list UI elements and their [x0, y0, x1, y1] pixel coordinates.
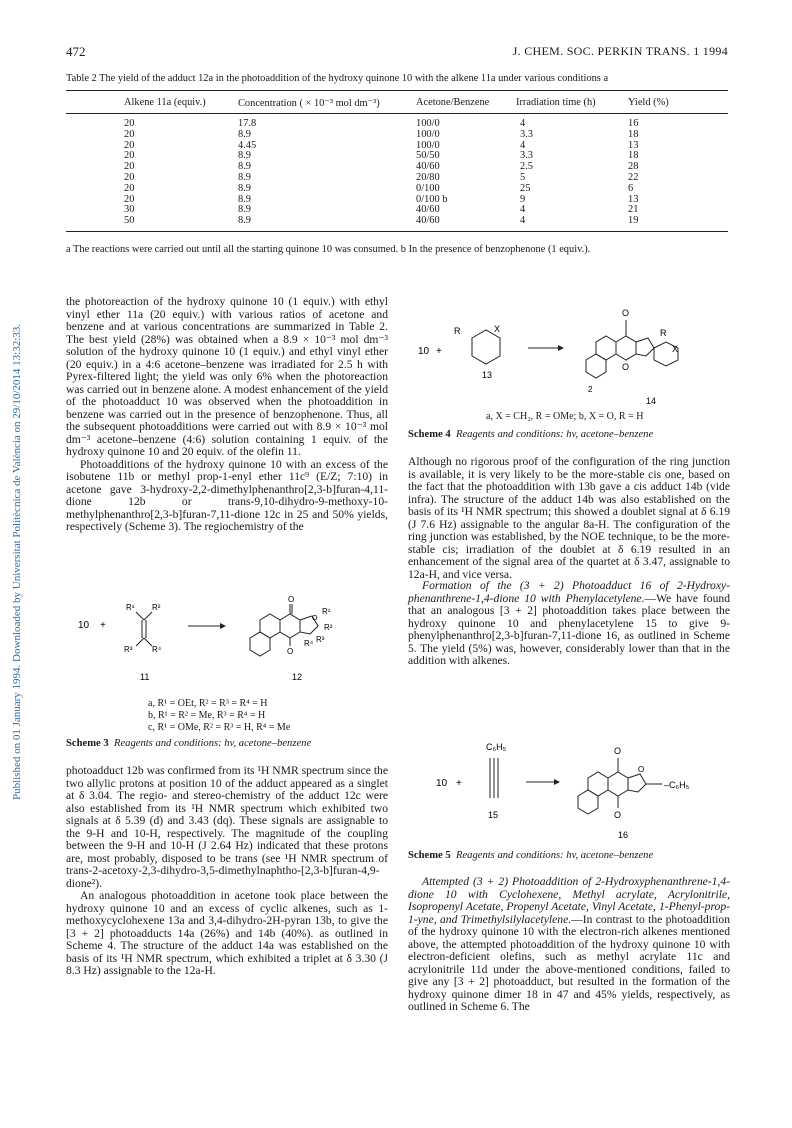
table-cell: 20 [124, 128, 135, 140]
svg-text:R³: R³ [316, 635, 325, 644]
scheme-label: Scheme 4 [408, 429, 451, 440]
scheme-3-structures [78, 580, 378, 700]
table-cell: 40/60 [416, 204, 440, 216]
svg-text:O: O [312, 615, 318, 622]
table-cell: 20 [124, 171, 135, 183]
scheme-conditions: Reagents and conditions: hv, acetone–benzene [455, 429, 654, 440]
scheme-label: Scheme 3 [66, 738, 109, 749]
left-column-top [66, 296, 388, 534]
scheme-5-caption [408, 850, 653, 861]
scheme-conditions: Reagents and conditions: hv, acetone–benzene [455, 850, 654, 861]
plus-sign: + [436, 346, 442, 357]
scheme-5-structures [430, 736, 730, 846]
table-cell: 50/50 [416, 150, 440, 162]
table-cell: 19 [628, 215, 639, 227]
scheme-5-diagram [430, 736, 730, 846]
alkene-structure [136, 612, 152, 646]
product-label: 12 [292, 672, 303, 682]
table-caption: Table 2 The yield of the adduct 12a in the photoaddition of the hydroxy quinone 10 with the alkene 11a under various conditions a [66, 73, 609, 84]
svg-text:O: O [614, 746, 622, 756]
reactant-label: 10 [78, 620, 90, 631]
table-cell: 13 [628, 139, 639, 151]
paragraph: Photoadditions of the hydroxy quinone 10 with an excess of the isobutene 11b or methyl prop-1-enyl ether 11c⁹ (E/Z; 7:10) in acetone gave 3-hydroxy-2,2-dimethylphenanthro[2,3-b]furan-4,11-dione 12b or trans-9,10-dihydro-9-methoxy-10-methylphenanthro[2,3-b]furan-7,11-dione 12c in 25 and 50% yields, respectively (Scheme 3). The regiochemistry of the [66, 457, 388, 533]
table-cell: 20 [124, 182, 135, 194]
product-structure [578, 758, 662, 814]
table-footnote: a The reactions were carried out until all the starting quinone 10 was consumed. b In the presence of benzophenone (1 equiv.). [66, 244, 591, 255]
table-cell: 3.3 [520, 150, 533, 162]
table-col-time [520, 119, 533, 227]
table-cell: 8.9 [238, 182, 251, 194]
reactant-label: 10 [418, 346, 430, 357]
svg-text:R²: R² [324, 623, 333, 632]
table-cell: 8.9 [238, 150, 251, 162]
table-cell: 8.9 [238, 161, 251, 173]
section-heading: Attempted (3 + 2) Photoaddition of 2-Hydroxyphenanthrene-1,4-dione 10 with Cyclohexene, Methyl acrylate, Acrylonitrile, Isopropenyl Acetate, Propenyl Acetate, Vinyl Acetate, 1-Phenyl-prop-1-yne, and Trimethylsilylacetylene. [408, 875, 730, 926]
table-cell: 20 [124, 139, 135, 151]
table-cell: 50 [124, 215, 135, 227]
table-header-rule [66, 113, 728, 114]
scheme-3-variant-b: b, R¹ = R² = Me, R³ = R⁴ = H [148, 710, 266, 721]
scheme-conditions: Reagents and conditions: hv, acetone–benzene [113, 738, 312, 749]
table-cell: 13 [628, 193, 639, 205]
scheme-3-variant-c: c, R¹ = OMe, R² = R³ = H, R⁴ = Me [148, 722, 291, 733]
table-cell: 5 [520, 171, 526, 183]
table-cell: 0/100 b [416, 193, 448, 205]
table-col-ratio [416, 119, 447, 227]
col-header-alkene: Alkene 11a (equiv.) [124, 97, 206, 108]
svg-text:–C₆H₅: –C₆H₅ [664, 780, 690, 790]
right-column-top [408, 456, 730, 581]
table-cell: 8.9 [238, 204, 251, 216]
table-bottom-rule [66, 231, 728, 232]
scheme-3-caption [66, 738, 311, 749]
table-cell: 16 [628, 118, 639, 129]
table-cell: 20/80 [416, 171, 440, 183]
svg-text:O: O [622, 362, 630, 372]
table-cell: 18 [628, 150, 639, 162]
paragraph [408, 876, 730, 1014]
alkyne-structure [490, 758, 498, 798]
svg-text:2: 2 [588, 385, 593, 394]
paragraph-body: —In contrast to the photoaddition of the hydroxy quinone 10 with the electron-rich alkenes mentioned above, the attempted photoaddition of the hydroxy quinone 10 with electron-deficient olefins, such as methyl acrylate 11c and acrylonitrile 11d under the above-mentioned conditions, failed to give any [3 + 2] photoadduct, but resulted in the formation of the hydroxy quinone dimer 18 in 47 and 45% yields, respectively, as outlined in Scheme 6. The [408, 912, 731, 1013]
paragraph: Although no rigorous proof of the configuration of the ring junction is available, it is very likely to be the more-stable cis one, based on the fact that the photoaddition with 13b gave a cis adduct 14b (vide infra). The structure of the adduct 14b was also established on the basis of its ¹H NMR spectrum; this showed a doublet signal at δ 6.19 (J 7.6 Hz) assignable to the angular 8a-H. The configuration of the ring junction was established, by the NOE technique, to be the more-stable cis; irradiation of the doublet at δ 6.19 resulted in an enhancement of the signal area of the quartet at δ 3.47, assignable to 12a-H, and vice versa. [408, 455, 730, 581]
plus-sign: + [100, 620, 106, 631]
table-cell: 4 [520, 139, 526, 151]
table-col-concentration [238, 119, 256, 227]
table-cell: 2.5 [520, 161, 533, 173]
table-col-alkene [124, 119, 134, 227]
table-cell: 4 [520, 118, 526, 129]
col-header-ratio: Acetone/Benzene [416, 97, 490, 108]
table-cell: 100/0 [416, 128, 440, 140]
table-cell: 20 [124, 118, 135, 129]
reactant-label: 10 [436, 778, 448, 789]
alkyne-label: 15 [488, 810, 499, 820]
paragraph [408, 580, 730, 668]
svg-text:X: X [494, 324, 501, 334]
plus-sign: + [456, 778, 462, 789]
table-cell: 4.45 [238, 139, 257, 151]
svg-text:R¹: R¹ [126, 603, 135, 612]
table-cell: 20 [124, 193, 135, 205]
scheme-3-variant-a: a, R¹ = OEt, R² = R³ = R⁴ = H [148, 698, 268, 709]
product-label: 14 [646, 396, 657, 406]
scheme-4-structures [410, 296, 730, 416]
left-column-bottom [66, 765, 388, 978]
scheme-4-caption [408, 429, 653, 440]
svg-text:R⁴: R⁴ [152, 645, 162, 654]
paragraph: An analogous photoaddition in acetone took place between the hydroxy quinone 10 and an excess of cyclic alkenes, such as 1-methoxycyclohexene 13a and 3,4-dihydro-2H-pyran 13b, to give the [3 + 2] photoadducts 14a (26%) and 14b (40%). as outlined in Scheme 4. The structure of the adduct 14a was established on the basis of its ¹H NMR spectrum, which exhibited a triplet at δ 3.30 (J 8.3 Hz) assignable to the 12a-H. [66, 889, 388, 977]
phenyl-substituent: C₆H₅ [486, 742, 507, 752]
table-cell: 4 [520, 204, 526, 216]
alkene-label: 13 [482, 370, 493, 380]
table-cell: 40/60 [416, 215, 440, 227]
journal-header: J. CHEM. SOC. PERKIN TRANS. 1 1994 [512, 44, 728, 58]
svg-text:R¹: R¹ [322, 607, 331, 616]
scheme-4-diagram [410, 296, 730, 416]
svg-text:R³: R³ [124, 645, 133, 654]
product-label: 16 [618, 830, 629, 840]
table-col-yield [628, 119, 638, 227]
svg-text:O: O [614, 810, 622, 820]
table-top-rule [66, 90, 728, 91]
product-structure [250, 604, 318, 656]
table-cell: 18 [628, 128, 639, 140]
svg-text:R: R [660, 328, 667, 338]
svg-text:O: O [622, 308, 630, 318]
table-cell: 4 [520, 215, 526, 227]
table-cell: 100/0 [416, 139, 440, 151]
scheme-4-variants: a, X = CH₂, R = OMe; b, X = O, R = H [486, 411, 644, 422]
col-header-time: Irradiation time (h) [516, 97, 596, 108]
table-cell: 25 [520, 182, 531, 194]
right-column-bottom [408, 876, 730, 1014]
download-notice[interactable]: Published on 01 January 1994. Downloaded by Universitat Politècnica de València on 29/10/2014 13:32:33. [11, 323, 23, 801]
table-cell: 8.9 [238, 193, 251, 205]
alkene-label: 11 [140, 672, 150, 682]
paragraph: the photoreaction of the hydroxy quinone 10 (1 equiv.) with ethyl vinyl ether 11a (20 equiv.) with various ratios of acetone and benzene and at various concentrations are summarized in Table 2. The best yield (28%) was obtained when a 8.9 × 10⁻³ mol dm⁻³ solution of the hydroxy quinone 10 (1 equiv.) and ethyl vinyl ether (20 equiv.) in a 4:6 acetone–benzene was irradiated for 2.5 h with Pyrex-filtered light; the yield was only 6% when the photoreaction was carried out in benzene alone. A modest enhancement of the yield of the photoadduct 10 was observed when the photoaddition in benzene was carried out in the presence of benzophenone. Thus, all the subsequent photoadditions were carried out with 8.9 × 10⁻³ mol dm⁻³ acetone–benzene (4:6) solution containing 1 equiv. of the hydroxy quinone 10 and 20 equiv. of the olefin 11. [66, 295, 388, 458]
table-cell: 21 [628, 204, 639, 216]
table-cell: 9 [520, 193, 526, 205]
cyclic-alkene-structure [472, 330, 500, 364]
section-heading: Formation of the (3 + 2) Photoadduct 16 of 2-Hydroxy-phenanthrene-1,4-dione 10 with Phenylacetylene. [408, 579, 730, 605]
right-column-middle [408, 580, 730, 668]
table-cell: 100/0 [416, 118, 440, 129]
svg-text:O: O [638, 765, 645, 774]
paragraph: photoadduct 12b was confirmed from its ¹H NMR spectrum since the two allylic protons at position 10 of the adduct appeared as a singlet at δ 3.04. The regio- and stereo-chemistry of the adduct 12c were also established from its ¹H NMR spectrum which exhibited two signals at δ 5.39 (d) and 3.43 (dq). These signals are assignable to the 9-H and 10-H, respectively. The magnitude of the coupling between the 9-H and 10-H (J 2.64 Hz) indicated that these protons are, most probably, disposed to be trans (see ¹H NMR spectrum of trans-2-acetoxy-2,3-dihydro-3,5-dimethylnaphtho-[2,3-b]furan-4,9-dione²). [66, 764, 388, 890]
col-header-concentration: Concentration ( × 10⁻³ mol dm⁻³) [238, 98, 380, 109]
table-cell: 28 [628, 161, 639, 173]
table-cell: 8.9 [238, 171, 251, 183]
svg-text:R: R [454, 326, 461, 336]
table-cell: 40/60 [416, 161, 440, 173]
svg-text:R²: R² [152, 603, 161, 612]
table-cell: 8.9 [238, 215, 251, 227]
table-cell: 17.8 [238, 118, 257, 129]
table-cell: 3.3 [520, 128, 533, 140]
table-cell: 0/100 [416, 182, 440, 194]
svg-text:O: O [287, 647, 294, 656]
table-cell: 22 [628, 171, 639, 183]
scheme-label: Scheme 5 [408, 850, 451, 861]
paragraph-body: —We have found that an analogous [3 + 2] photoaddition takes place between the hydroxy quinone 10 and phenylacetylene 15 to give 9-phenylphenanthro[2,3-b]furan-7,11-dione 16, as outlined in Scheme 5. The yield (5%) was, however, considerably lower than that in the addition with alkenes. [408, 591, 730, 667]
table-cell: 20 [124, 161, 135, 173]
scheme-3-diagram [78, 580, 378, 700]
svg-text:R⁴: R⁴ [304, 639, 314, 648]
svg-text:O: O [288, 595, 295, 604]
svg-text:X: X [672, 344, 679, 354]
table-cell: 30 [124, 204, 135, 216]
col-header-yield: Yield (%) [628, 97, 669, 108]
table-cell: 6 [628, 182, 634, 194]
page-number: 472 [66, 44, 86, 59]
table-cell: 8.9 [238, 128, 251, 140]
table-cell: 20 [124, 150, 135, 162]
